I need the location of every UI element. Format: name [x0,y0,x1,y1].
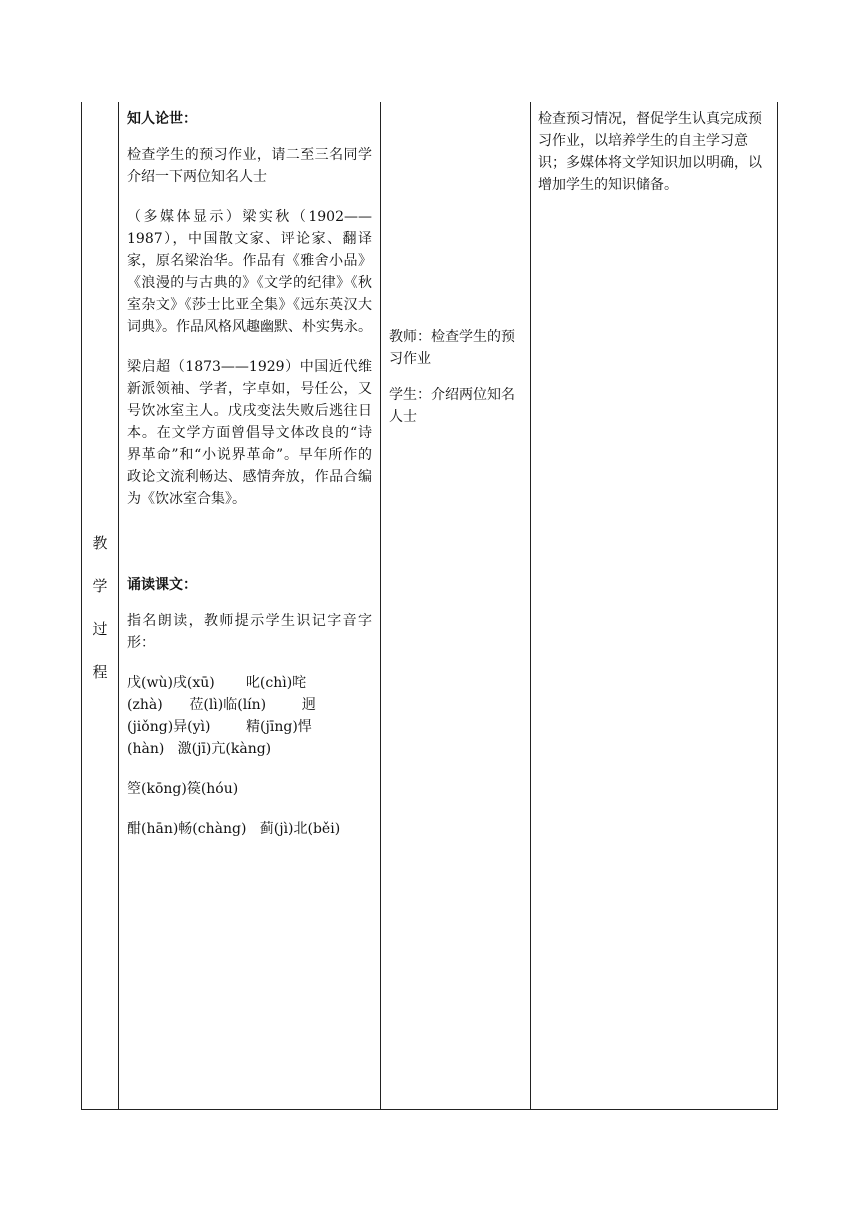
section-heading: 诵读课文： [127,577,197,593]
row-label-char: 教 [92,534,108,552]
pinyin-line: 箜(kōng)篌(hóu) [127,781,239,797]
paragraph: 梁启超（1873——1929）中国近代维新派领袖、学者，字卓如，号任公，又号饮冰室主人。戊戌变法失败后逃往日本。在文学方面曾倡导文体改良的“诗界革命”和“小说界革命”。早年所作的政论文流利畅达、感情奔放，作品合编为《饮冰室合集》。 [127,359,372,507]
pinyin-line: 戊(wù)戌(xū) 叱(chì)咤 [127,675,307,691]
row-label-char: 程 [92,663,108,681]
pinyin-line: (jiǒng)异(yì) 精(jīng)悍 [127,719,312,735]
pinyin-block [127,672,372,760]
section-heading: 知人论世： [127,111,197,127]
pinyin-line: (hàn) 激(jī)亢(kàng) [127,741,272,757]
design-intent-text: 检查预习情况，督促学生认真完成预习作业，以培养学生的自主学习意识；多媒体将文学知识加以明确，以增加学生的知识储备。 [538,111,762,193]
teaching-content-cell [118,102,380,840]
paragraph: （多媒体显示）梁实秋（1902——1987），中国散文家、评论家、翻译家，原名梁治华。作品有《雅舍小品》《浪漫的与古典的》《文学的纪律》《秋室杂文》《莎士比亚全集》《远东英汉大词典》。作品风格风趣幽默、朴实隽永。 [127,209,372,335]
teacher-activity: 教师：检查学生的预习作业 [389,329,515,367]
pinyin-line: 酣(hān)畅(chàng) 蓟(jì)北(běi) [127,821,341,837]
paragraph: 检查学生的预习作业，请二至三名同学介绍一下两位知名人士 [127,147,372,185]
row-label-char: 过 [92,620,108,638]
row-label [82,532,118,704]
design-intent-cell [530,102,779,196]
row-label-char: 学 [92,577,108,595]
pinyin-line: (zhà) 莅(lì)临(lín) 迥 [127,697,316,713]
student-activity: 学生：介绍两位知名人士 [389,387,515,425]
column-divider [530,102,531,1109]
activity-cell [380,102,530,428]
paragraph: 指名朗读，教师提示学生识记字音字形： [127,613,372,651]
lesson-plan-table [81,102,778,1110]
